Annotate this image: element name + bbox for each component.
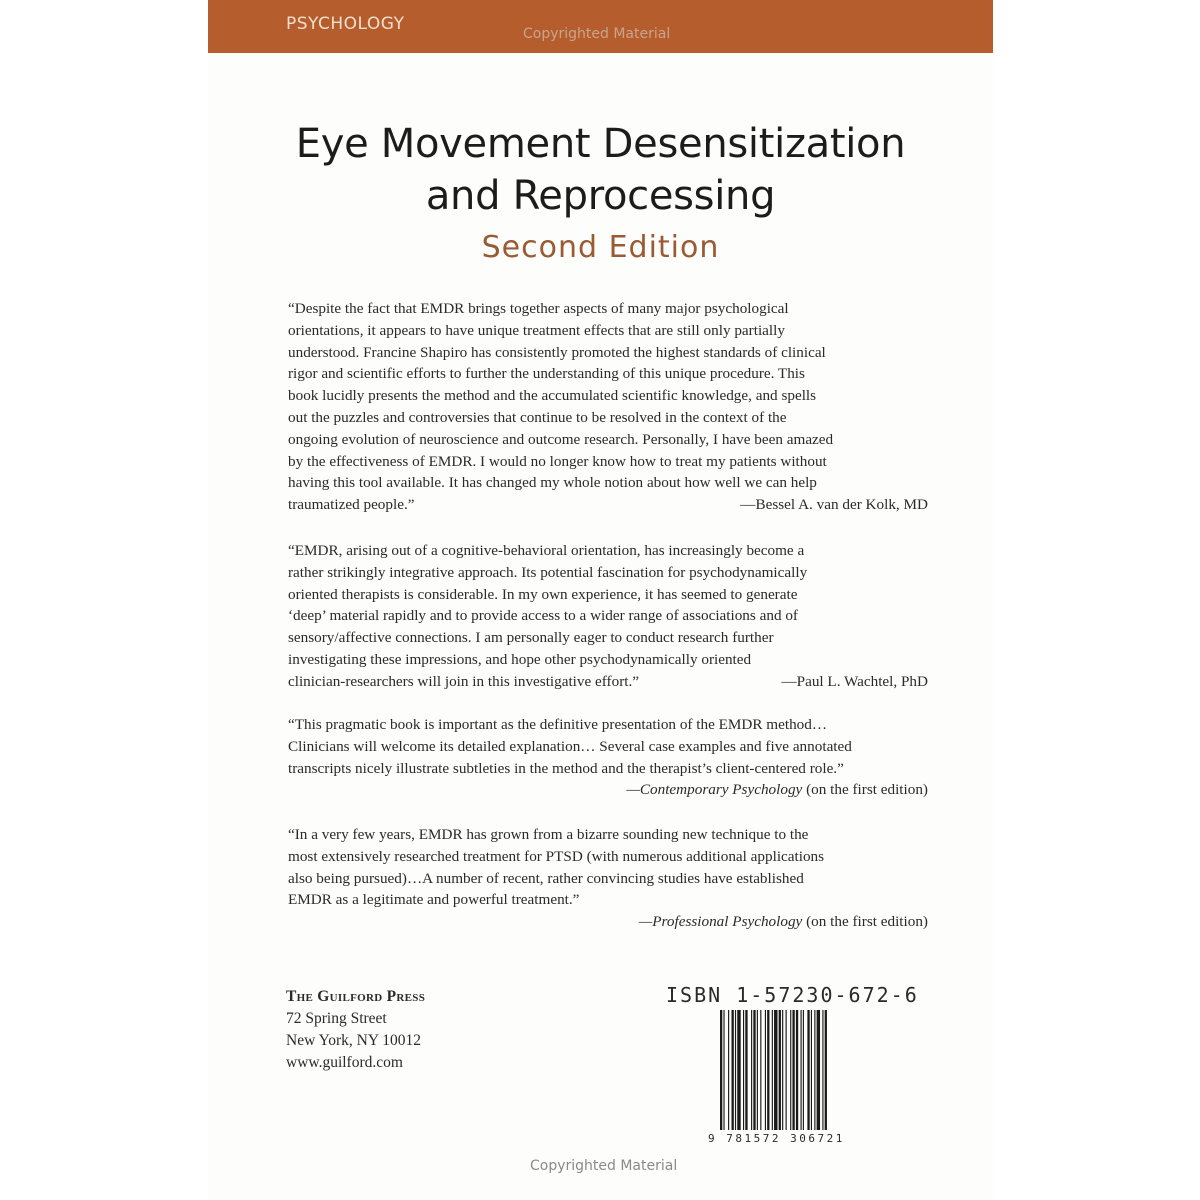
watermark-top: Copyrighted Material: [523, 26, 671, 42]
blurb-attribution: [288, 911, 928, 933]
blurb-line: “Despite the fact that EMDR brings together aspects of many major psychological: [288, 300, 789, 317]
blurb-wachtel: [288, 540, 928, 693]
blurb-line: EMDR as a legitimate and powerful treatment.”: [288, 891, 580, 909]
title-line-2: and Reprocessing: [425, 173, 776, 219]
blurb-line: also being pursued)…A number of recent, rather convincing studies have established: [288, 869, 804, 887]
blurb-line: traumatized people.”: [288, 496, 415, 514]
blurb-last-line: [288, 494, 928, 516]
blurb-attribution: —Paul L. Wachtel, PhD: [781, 672, 928, 690]
barcode-graphic: [718, 1010, 928, 1130]
blurb-line: rather strikingly integrative approach. Its potential fascination for psychodynamically: [288, 563, 808, 581]
blurb-source: —Professional Psychology: [638, 913, 803, 931]
blurb-line: ongoing evolution of neuroscience and outcome research. Personally, I have been amazed: [288, 430, 834, 448]
blurb-professional-psychology: [288, 824, 928, 933]
blurb-source-note: (on the first edition): [802, 913, 928, 931]
blurb-line: book lucidly presents the method and the accumulated scientific knowledge, and spells: [288, 387, 817, 405]
blurb-line: orientations, it appears to have unique treatment effects that are still only partially: [288, 321, 785, 339]
publisher-city: New York, NY 10012: [286, 1032, 422, 1049]
category-band: [208, 0, 993, 53]
blurb-van-der-kolk: [288, 298, 928, 516]
blurb-last-line: [288, 671, 928, 693]
isbn-label: ISBN 1-57230-672-6: [666, 983, 919, 1007]
watermark-bottom: Copyrighted Material: [530, 1158, 678, 1174]
category-label: PSYCHOLOGY: [286, 14, 405, 34]
blurb-line: “EMDR, arising out of a cognitive-behavioral orientation, has increasingly become a: [288, 542, 805, 559]
blurb-attribution: —Bessel A. van der Kolk, MD: [740, 496, 928, 514]
blurb-source: —Contemporary Psychology: [626, 781, 803, 799]
blurb-line: clinician-researchers will join in this investigative effort.”: [288, 672, 640, 690]
publisher-street: 72 Spring Street: [286, 1010, 387, 1027]
blurb-line: transcripts nicely illustrate subtleties in the method and the therapist’s client-centered role.”: [288, 759, 844, 777]
blurb-line: out the puzzles and controversies that continue to be resolved in the context of the: [288, 408, 787, 426]
publisher-name: The Guilford Press: [286, 988, 426, 1005]
publisher-website: www.guilford.com: [286, 1054, 403, 1071]
blurb-line: understood. Francine Shapiro has consistently promoted the highest standards of clinical: [288, 343, 826, 361]
blurb-attribution: [288, 779, 928, 801]
book-back-cover: [208, 0, 993, 1200]
blurb-contemporary-psychology: [288, 714, 928, 801]
title-line-1: Eye Movement Desensitization: [295, 121, 906, 167]
blurb-line: sensory/affective connections. I am personally eager to conduct research further: [288, 629, 774, 647]
blurb-source-note: (on the first edition): [802, 781, 928, 799]
blurb-line: “This pragmatic book is important as the definitive presentation of the EMDR method…: [288, 716, 828, 733]
blurb-line: ‘deep’ material rapidly and to provide access to a wider range of associations and of: [288, 607, 798, 625]
blurb-line: “In a very few years, EMDR has grown from a bizarre sounding new technique to the: [288, 826, 809, 843]
barcode-number: 9 781572 306721: [708, 1132, 845, 1145]
edition-label: Second Edition: [481, 230, 720, 265]
blurb-line: rigor and scientific efforts to further the understanding of this unique procedure. This: [288, 365, 805, 383]
blurb-line: by the effectiveness of EMDR. I would no longer know how to treat my patients without: [288, 452, 827, 470]
blurb-line: having this tool available. It has changed my whole notion about how well we can help: [288, 474, 817, 492]
blurb-line: most extensively researched treatment for PTSD (with numerous additional applications: [288, 847, 825, 865]
blurb-line: investigating these impressions, and hope other psychodynamically oriented: [288, 650, 752, 668]
blurb-line: oriented therapists is considerable. In my own experience, it has seemed to generate: [288, 585, 798, 603]
publisher-block: [286, 986, 425, 1074]
book-title: [208, 118, 993, 222]
blurb-line: Clinicians will welcome its detailed explanation… Several case examples and five annotated: [288, 737, 852, 755]
